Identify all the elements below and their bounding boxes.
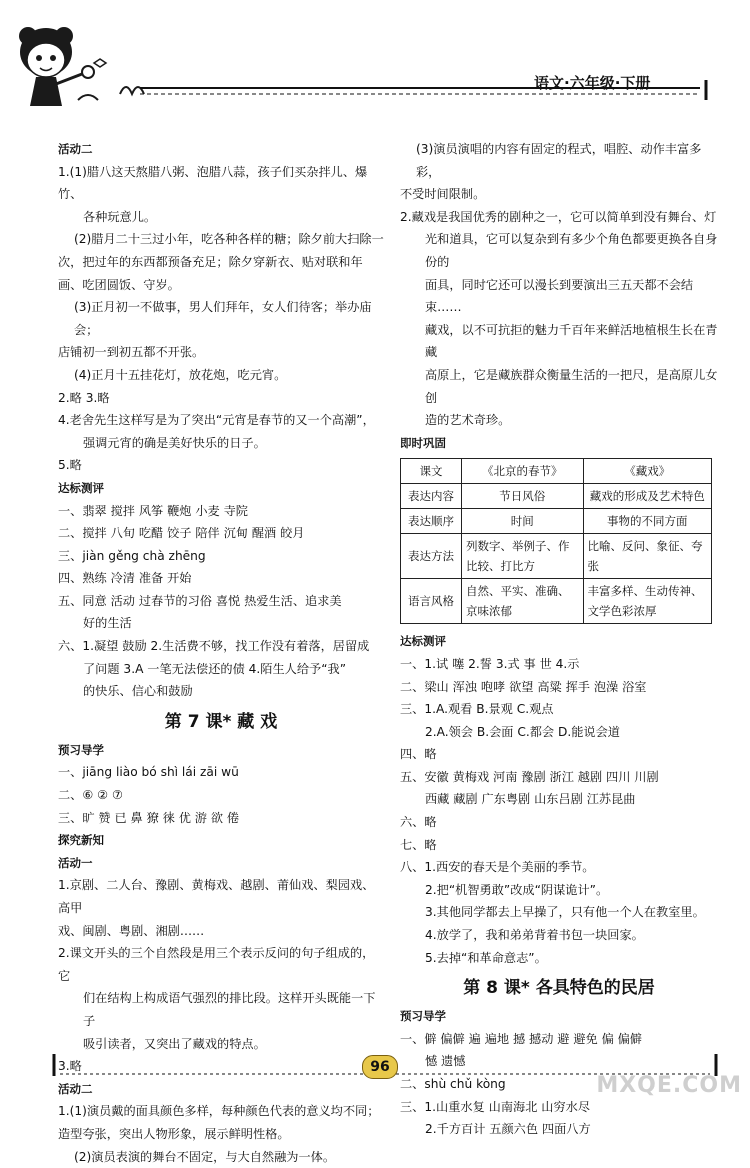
text-line: 六、略 <box>400 815 437 830</box>
text-line: 店铺初一到初五都不开张。 <box>58 345 205 360</box>
text-line: 2.A.领会 B.会面 C.都会 D.能说会道 <box>425 724 620 739</box>
text-line: 画、吃团圆饭、守岁。 <box>58 277 180 292</box>
text-line: 六、1.凝望 鼓励 2.生活费不够，找工作没有着落，居留成 <box>58 639 370 654</box>
table-header-row <box>401 459 712 484</box>
text-line: 二、梁山 浑浊 咆哮 欲望 高粱 挥手 泡澡 浴室 <box>400 679 647 694</box>
text-line: 八、1.西安的春天是个美丽的季节。 <box>400 860 595 875</box>
text-line: 三、1.山重水复 山南海北 山穷水尽 <box>400 1099 591 1114</box>
table-row <box>401 509 712 534</box>
text-line: 5.去掉“和革命意志”。 <box>425 950 547 965</box>
text-line: 1.(1)演员戴的面具颜色多样，每种颜色代表的意义均不同； <box>58 1104 380 1119</box>
page-number: 96 <box>362 1055 398 1079</box>
text-line: 戏、闽剧、粤剧、湘剧…… <box>58 923 205 938</box>
text-line: 三、旷 赞 已 鼻 獠 徕 优 游 欲 倦 <box>58 810 240 825</box>
text-line: 1.(1)腊八这天熬腊八粥、泡腊八蒜，孩子们买杂拌儿、爆竹、 <box>58 164 368 202</box>
text-line: 西藏 藏剧 广东粤剧 山东吕剧 江苏昆曲 <box>425 792 636 807</box>
text-line: 们在结构上构成语气强烈的排比段。这样开头既能一下子 <box>83 991 376 1028</box>
table-cell: 语言风格 <box>401 579 462 624</box>
table-cell: 表达内容 <box>401 484 462 509</box>
text-line: 各种玩意儿。 <box>83 209 157 224</box>
text-line: 的快乐、信心和鼓励 <box>83 684 193 699</box>
table-cell: 自然、平实、准确、京味浓郁 <box>462 579 584 624</box>
text-line: 五、安徽 黄梅戏 河南 豫剧 浙江 越剧 四川 川剧 <box>400 769 659 784</box>
text-line: 二、搅拌 八旬 吃醋 饺子 陪伴 沉甸 醒酒 皎月 <box>58 526 305 541</box>
book-title: 语文·六年级·下册 <box>534 74 651 92</box>
text-line: 光和道具，它可以复杂到有多少个角色都要更换各自身份的 <box>425 232 718 269</box>
table-header-cell: 《藏戏》 <box>583 459 711 484</box>
text-line: 吸引读者，又突出了藏戏的特点。 <box>83 1036 266 1051</box>
section-heading: 活动二 <box>58 1081 93 1096</box>
text-line: 四、熟练 冷清 准备 开始 <box>58 571 192 586</box>
text-line: (3)正月初一不做事，男人们拜年，女人们待客；举办庙会； <box>74 300 372 337</box>
text-line: 一、僻 偏僻 遍 遍地 撼 撼动 避 避免 偏 偏僻 <box>400 1031 643 1046</box>
table-cell: 时间 <box>462 509 584 534</box>
section-heading: 达标测评 <box>400 634 446 649</box>
text-line: 5.略 <box>58 458 82 473</box>
text-line: 一、翡翠 搅拌 风筝 鞭炮 小麦 寺院 <box>58 503 248 518</box>
text-line: 强调元宵的确是美好快乐的日子。 <box>83 435 266 450</box>
text-line: 不受时间限制。 <box>400 187 486 202</box>
text-line: 4.老舍先生这样写是为了突出“元宵是春节的又一个高潮”， <box>58 413 375 428</box>
watermark: MXQE.COM <box>596 1073 742 1098</box>
text-line: 2.千方百计 五颜六色 四面八方 <box>425 1122 591 1137</box>
text-line: 高原上，它是藏族群众衡量生活的一把尺，是高原儿女创 <box>425 367 718 405</box>
text-line: 2.把“机智勇敢”改成“阴谋诡计”。 <box>425 882 609 897</box>
text-line: 1.京剧、二人台、豫剧、黄梅戏、越剧、莆仙戏、梨园戏、高甲 <box>58 878 375 915</box>
lesson-title: 第 7 课* 藏 戏 <box>164 711 278 732</box>
lesson-title: 第 8 课* 各具特色的民居 <box>463 978 655 999</box>
page-header <box>0 0 750 118</box>
text-line: 二、⑥ ② ⑦ <box>58 788 123 803</box>
section-heading: 达标测评 <box>58 480 104 495</box>
text-line: 4.放学了，我和弟弟背着书包一块回家。 <box>425 928 644 943</box>
section-heading: 活动一 <box>58 855 93 870</box>
comparison-table <box>400 458 712 624</box>
table-cell: 节日风俗 <box>462 484 584 509</box>
table-header-cell: 《北京的春节》 <box>462 459 584 484</box>
section-heading: 即时巩固 <box>400 435 446 450</box>
section-heading: 预习导学 <box>400 1009 446 1024</box>
text-line: 次，把过年的东西都预备充足；除夕穿新衣、贴对联和年 <box>58 254 363 269</box>
section-heading: 预习导学 <box>58 742 104 757</box>
text-line: (4)正月十五挂花灯，放花炮，吃元宵。 <box>74 367 287 382</box>
table-cell: 藏戏的形成及艺术特色 <box>583 484 711 509</box>
text-line: 面具，同时它还可以漫长到要演出三五天都不会结束…… <box>425 277 694 315</box>
table-header-cell: 课文 <box>401 459 462 484</box>
table-row <box>401 484 712 509</box>
text-line: 三、jiàn gěng chà zhēng <box>58 548 206 563</box>
table-row <box>401 534 712 579</box>
text-line: 一、1.试 噻 2.誓 3.式 事 世 4.示 <box>400 656 580 671</box>
right-column <box>400 138 718 1141</box>
text-line: 憾 遗憾 <box>425 1054 466 1069</box>
text-line: 3.略 <box>58 1059 82 1074</box>
right-top-block <box>400 138 718 454</box>
left-column <box>58 138 384 1168</box>
text-line: 一、jiāng liào bó shì lái zāi wū <box>58 765 239 780</box>
text-line: 造型夸张，突出人物形象，展示鲜明性格。 <box>58 1126 290 1141</box>
text-line: 四、略 <box>400 747 437 762</box>
table-cell: 丰富多样、生动传神、文学色彩浓厚 <box>583 579 711 624</box>
girl-mascot-icon <box>8 14 153 114</box>
table-cell: 列数字、举例子、作比较、打比方 <box>462 534 584 579</box>
text-line: 2.略 3.略 <box>58 390 110 405</box>
text-line: 三、1.A.观看 B.景观 C.观点 <box>400 702 554 717</box>
text-line: 五、同意 活动 过春节的习俗 喜悦 热爱生活、追求美 <box>58 593 342 608</box>
table-cell: 比喻、反问、象征、夸张 <box>583 534 711 579</box>
table-cell: 事物的不同方面 <box>583 509 711 534</box>
table-cell: 表达顺序 <box>401 509 462 534</box>
text-line: 2.课文开头的三个自然段是用三个表示反问的句子组成的，它 <box>58 946 375 983</box>
text-line: (3)演员演唱的内容有固定的程式，唱腔、动作丰富多彩， <box>416 142 702 179</box>
text-line: 藏戏，以不可抗拒的魅力千百年来鲜活地植根生长在青藏 <box>425 322 718 360</box>
text-line: 七、略 <box>400 837 437 852</box>
text-line: 二、shù chǔ kòng <box>400 1077 506 1091</box>
section-heading: 探究新知 <box>58 833 104 848</box>
table-cell: 表达方法 <box>401 534 462 579</box>
text-line: 3.其他同学都去上早操了，只有他一个人在教室里。 <box>425 905 705 920</box>
text-line: 2.藏戏是我国优秀的剧种之一，它可以简单到没有舞台、灯 <box>400 209 717 224</box>
text-line: (2)演员表演的舞台不固定，与大自然融为一体。 <box>74 1149 336 1164</box>
table-row <box>401 579 712 624</box>
text-line: 了问题 3.A 一笔无法偿还的债 4.陌生人给予“我” <box>83 661 347 676</box>
text-line: 好的生活 <box>83 616 132 631</box>
text-line: (2)腊月二十三过小年，吃各种各样的糖；除夕前大扫除一 <box>74 232 384 247</box>
section-heading: 活动二 <box>58 142 93 156</box>
text-line: 造的艺术奇珍。 <box>425 413 511 428</box>
